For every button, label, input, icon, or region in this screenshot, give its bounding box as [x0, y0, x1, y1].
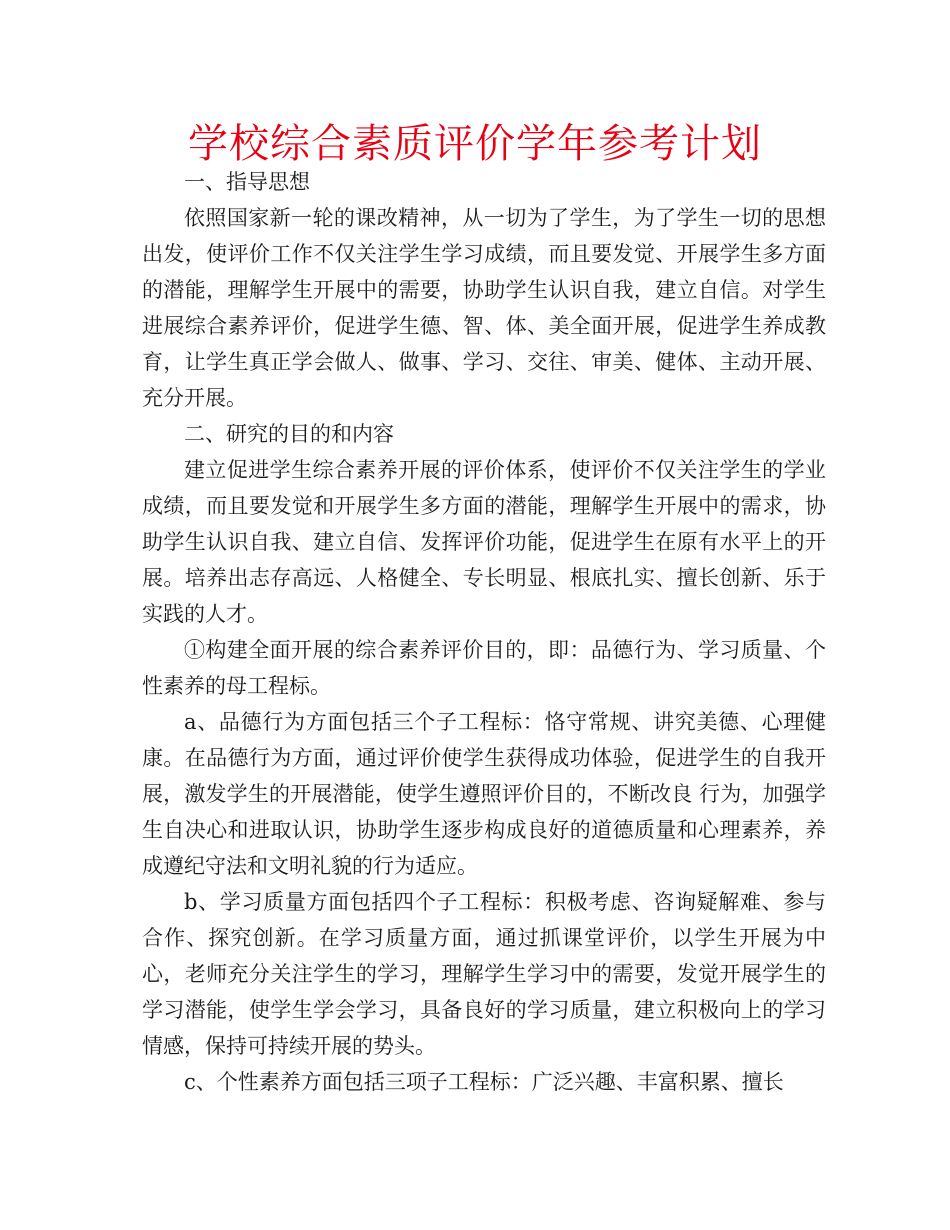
- paragraph: a、品德行为方面包括三个子工程标：恪守常规、讲究美德、心理健康。在品德行为方面，通过评价使学生获得成功体验，促进学生的自我开展，激发学生的开展潜能，使学生遵照评价目的，不断改良 行为，加强学生自决心和进取认识，协助学生逐步构成良好的道德质量和心理素养，养成遵纪守法和文明礼貌的行为适应。: [142, 710, 826, 878]
- paragraph: ①构建全面开展的综合素养评价目的，即：品德行为、学习质量、个性素养的母工程标。: [142, 638, 826, 698]
- paragraph: 依照国家新一轮的课改精神，从一切为了学生，为了学生一切的思想出发，使评价工作不仅关注学生学习成绩，而且要发觉、开展学生多方面的潜能，理解学生开展中的需要，协助学生认识自我，建立自信。对学生进展综合素养评价，促进学生德、智、体、美全面开展，促进学生养成教育，让学生真正学会做人、做事、学习、交往、审美、健体、主动开展、充分开展。: [142, 206, 826, 410]
- section-heading: 一、指导思想: [184, 170, 310, 194]
- paragraph: c、个性素养方面包括三项子工程标：广泛兴趣、丰富积累、擅长: [184, 1070, 784, 1094]
- paragraph: 建立促进学生综合素养开展的评价体系，使评价不仅关注学生的学业成绩，而且要发觉和开展学生多方面的潜能，理解学生开展中的需求，协助学生认识自我、建立自信、发挥评价功能，促进学生在原有水平上的开展。培养出志存高远、人格健全、专长明显、根底扎实、擅长创新、乐于实践的人才。: [142, 458, 826, 626]
- section-heading: 二、研究的目的和内容: [184, 422, 394, 446]
- paragraph: b、学习质量方面包括四个子工程标：积极考虑、咨询疑解难、参与合作、探究创新。在学习质量方面，通过抓课堂评价，以学生开展为中心，老师充分关注学生的学习，理解学生学习中的需要，发觉开展学生的学习潜能，使学生学会学习，具备良好的学习质量，建立积极向上的学习情感，保持可持续开展的势头。: [142, 890, 826, 1058]
- document-body: [142, 164, 826, 1100]
- document-title: 学校综合素质评价学年参考计划: [188, 121, 762, 167]
